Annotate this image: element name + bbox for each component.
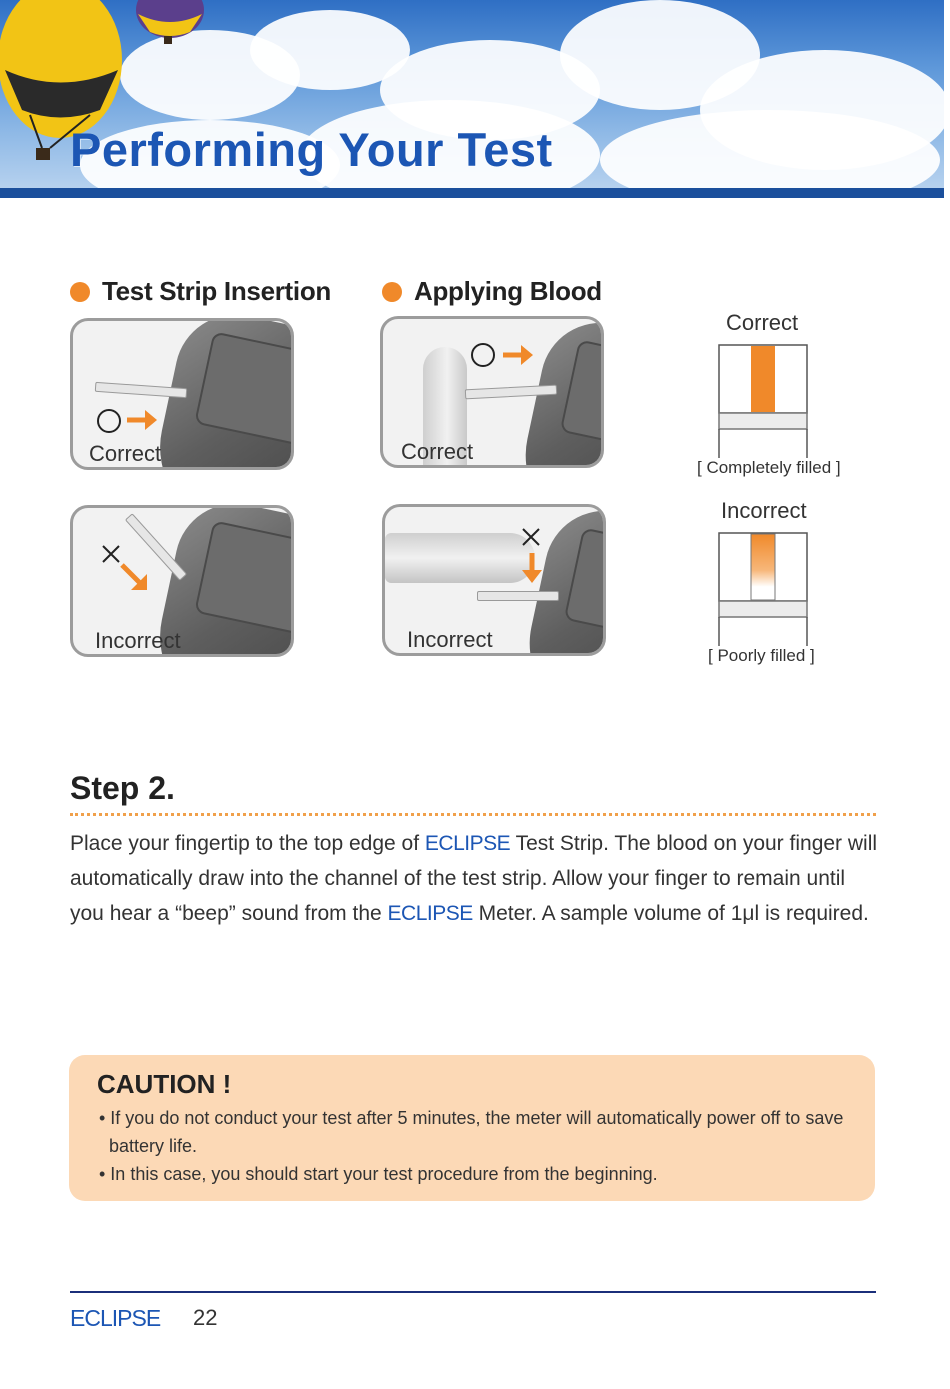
fill-correct-title: Correct <box>726 310 799 335</box>
step-text-part-3: Meter. A sample volume of 1μl is required. <box>472 902 869 925</box>
step-text-part-2: Test Strip. The blood on your finger will automatically draw into the channel of the test strip. Allow your finger to remain until you hear a “beep” sound from the <box>70 832 878 925</box>
caution-item: • In this case, you should start your test procedure from the beginning. <box>99 1164 658 1184</box>
step-divider <box>70 813 876 816</box>
applying-correct-panel <box>380 316 604 468</box>
fill-incorrect-title: Incorrect <box>721 498 807 523</box>
caution-item: • If you do not conduct your test after 5 minutes, the meter will automatically power off to save battery life. <box>99 1108 844 1156</box>
insertion-heading: Test Strip Insertion <box>102 276 331 306</box>
applying-incorrect-panel <box>382 504 606 656</box>
caution-list <box>97 1104 847 1188</box>
insertion-incorrect-label: Incorrect <box>95 628 181 653</box>
insertion-correct-label: Correct <box>89 441 162 466</box>
fill-incorrect-caption: [ Poorly filled ] <box>708 646 815 665</box>
brand-inline: ECLIPSE <box>387 902 473 925</box>
section-heading-insertion <box>70 276 331 307</box>
arrow-right-icon <box>125 407 159 433</box>
fill-correct-caption: [ Completely filled ] <box>697 458 841 477</box>
applying-correct-label: Correct <box>401 439 474 464</box>
section-heading-applying <box>382 276 602 307</box>
footer-brand-logo: ECLIPSE <box>70 1305 161 1331</box>
applying-incorrect-label: Incorrect <box>407 627 493 652</box>
insertion-incorrect-panel <box>70 505 294 657</box>
brand-inline: ECLIPSE <box>424 832 511 855</box>
cross-icon <box>519 525 543 549</box>
step-text-part-1: Place your fingertip to the top edge of <box>70 832 425 855</box>
caution-title: CAUTION ! <box>97 1069 232 1099</box>
step-title: Step 2. <box>70 770 175 806</box>
arrow-right-icon <box>501 342 535 368</box>
circle-icon <box>469 341 497 369</box>
strip-fill-poor-diagram <box>718 532 810 648</box>
header-bar <box>0 188 944 198</box>
arrow-diagonal-icon <box>119 562 151 594</box>
footer-divider <box>70 1291 876 1293</box>
circle-icon <box>95 407 123 435</box>
bullet-dot-icon <box>70 282 90 302</box>
caution-box <box>69 1055 875 1201</box>
strip-fill-complete-diagram <box>718 344 810 460</box>
page-title: Performing Your Test <box>70 123 553 176</box>
bullet-dot-icon <box>382 282 402 302</box>
arrow-down-icon <box>519 551 545 585</box>
insertion-correct-panel <box>70 318 294 470</box>
step-description <box>70 826 880 931</box>
page-number: 22 <box>193 1305 218 1330</box>
applying-heading: Applying Blood <box>414 276 602 306</box>
